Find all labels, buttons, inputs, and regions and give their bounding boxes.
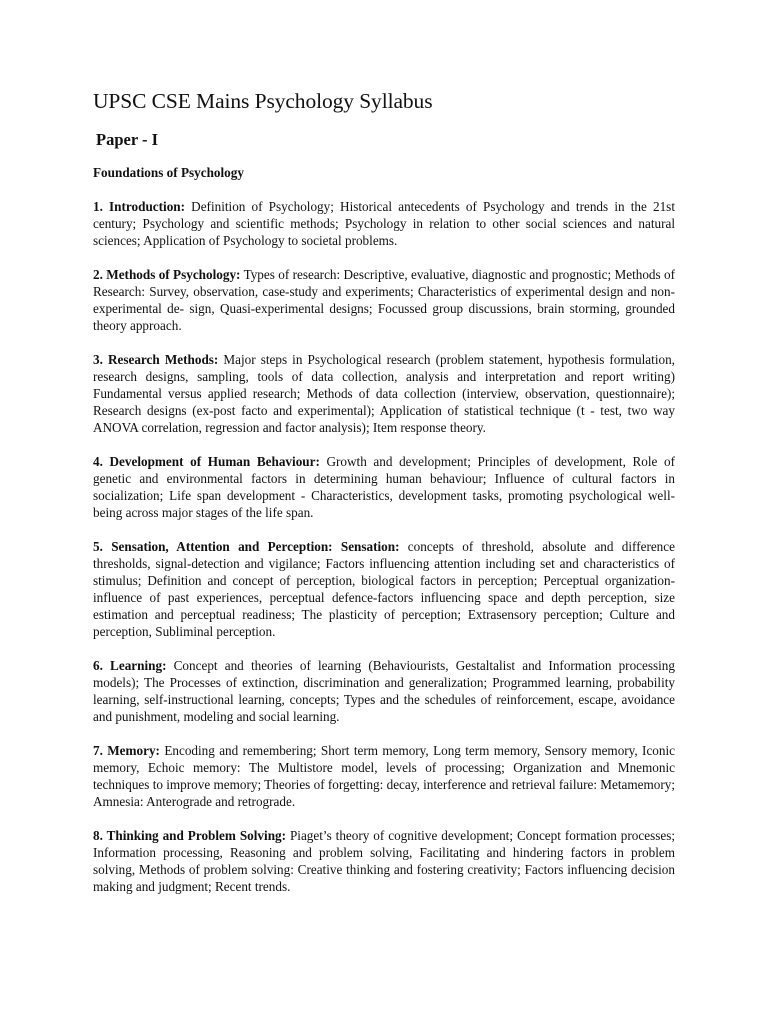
topic-heading: 3. Research Methods: (93, 352, 219, 367)
topic-sensation-attention-perception (93, 538, 675, 640)
topic-research-methods (93, 351, 675, 436)
topic-learning (93, 657, 675, 725)
section-heading: Foundations of Psychology (93, 165, 244, 180)
paper-heading: Paper - I (96, 130, 159, 149)
topic-body: Definition of Psychology; Historical antecedents of Psychology and trends in the 21st century; Psychology and scientific methods; Psychology in relation to other social sciences and natural sciences; Application of Psychology to societal problems. (93, 199, 675, 248)
topic-body: Major steps in Psychological research (problem statement, hypothesis formulation, research designs, sampling, tools of data collection, analysis and interpretation and report writing) Fundamental versus applied research; Methods of data collection (interview, observation, questionnaire); Research designs (ex-post facto and experimental); Application of statistical technique (t - test, two way ANOVA correlation, regression and factor analysis); Item response theory. (93, 352, 675, 435)
topic-body: Types of research: Descriptive, evaluative, diagnostic and prognostic; Methods of Research: Survey, observation, case-study and experiments; Characteristics of experimental design and non-experimental de- sign, Quasi-experimental designs; Focussed group discussions, brain storming, grounded theory approach. (93, 267, 675, 333)
topic-body: concepts of threshold, absolute and difference thresholds, signal-detection and vigilance; Factors influencing attention including set and characteristics of stimulus; Definition and concept of perception, biological factors in perception; Perceptual organization-influence of past experiences, perceptual defence-factors influencing space and depth perception, size estimation and perceptual readiness; The plasticity of perception; Extrasensory perception; Culture and perception, Subliminal perception. (93, 539, 675, 639)
topic-methods-of-psychology (93, 266, 675, 334)
topic-heading: 1. Introduction: (93, 199, 186, 214)
topic-development-of-human-behaviour (93, 453, 675, 521)
topic-heading: 7. Memory: (93, 743, 160, 758)
topic-memory (93, 742, 675, 810)
topic-introduction (93, 198, 675, 249)
topic-heading: 2. Methods of Psychology: (93, 267, 241, 282)
topic-heading: 8. Thinking and Problem Solving: (93, 828, 287, 843)
topic-heading: 5. Sensation, Attention and Perception: Sensation: (93, 539, 400, 554)
topic-thinking-problem-solving (93, 827, 675, 895)
topic-heading: 6. Learning: (93, 658, 167, 673)
topic-body: Concept and theories of learning (Behaviourists, Gestaltalist and Information processing models); The Processes of extinction, discrimination and generalization; Programmed learning, probability learning, self-instructional learning, concepts; Types and the schedules of reinforcement, escape, avoidance and punishment, modeling and social learning. (93, 658, 675, 724)
topic-heading: 4. Development of Human Behaviour: (93, 454, 320, 469)
document-page (93, 86, 675, 895)
topic-body: Encoding and remembering; Short term memory, Long term memory, Sensory memory, Iconic memory, Echoic memory: The Multistore model, levels of processing; Organization and Mnemonic techniques to improve memory; Theories of forgetting: decay, interference and retrieval failure: Metamemory; Amnesia: Anterograde and retrograde. (93, 743, 676, 809)
topic-body: Piaget’s theory of cognitive development; Concept formation processes; Information processing, Reasoning and problem solving, Facilitating and hindering factors in problem solving, Methods of problem solving: Creative thinking and fostering creativity; Factors influencing decision making and judgment; Recent trends. (93, 828, 675, 894)
document-title: UPSC CSE Mains Psychology Syllabus (93, 89, 433, 113)
topic-body: Growth and development; Principles of development, Role of genetic and environmental factors in determining human behaviour; Influence of cultural factors in socialization; Life span development - Characteristics, development tasks, promoting psychological well-being across major stages of the life span. (93, 454, 676, 520)
